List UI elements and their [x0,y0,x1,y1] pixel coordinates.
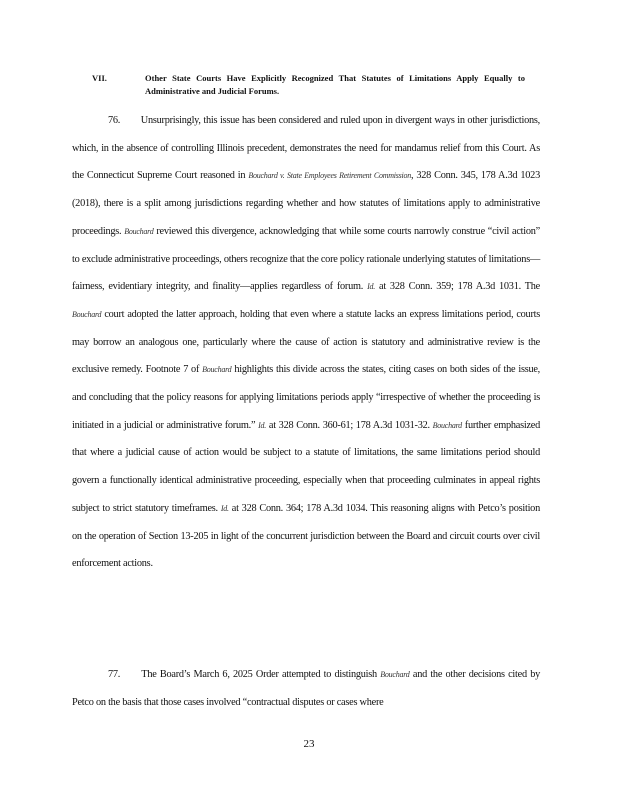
paragraph-text: highlights this divide across the states, citing cases on both sides of the issue, and concluding that the policy reasons for applying limitations periods apply “irrespective of whether the proceeding is initiated in a judicial or administrative forum.” [72,364,541,431]
paragraph-text: Unsurprisingly, this issue has been considered and ruled upon in divergent ways in other jurisdictions, which, in the absence of controlling Illinois precedent, demonstrates the need for mandamus relief from this Court. As the Connecticut Supreme Court reasoned in [72,115,540,182]
case-citation: Bouchard [432,420,462,430]
paragraph-number: 77. [108,669,121,680]
id-citation: Id. [220,503,229,513]
case-citation: Bouchard [202,365,232,375]
paragraph-text: , 328 Conn. 345, 178 A.3d 1023 (2018), there is a split among jurisdictions regarding whether and how statutes of limitations apply to administrative proceedings. [72,170,540,237]
paragraph-text: at 328 Conn. 359; 178 A.3d 1031. The [379,281,540,293]
id-citation: Id. [258,420,267,430]
paragraph-text: court adopted the latter approach, holding that even where a statute lacks an express limitations period, courts may borrow an analogous one, particularly where the cause of action is statutory and administrative review is the exclusive remedy. Footnote 7 of [72,308,540,376]
case-citation: Bouchard [124,226,154,236]
paragraph-text: at 328 Conn. 364; 178 A.3d 1034. This reasoning aligns with Petco’s position on the operation of Section 13-205 in light of the concurrent jurisdiction between the Board and circuit courts over civil enforcement actions. [72,502,540,570]
section-title: Other State Courts Have Explicitly Recognized That Statutes of Limitations Apply Equally to Administrative and Judicial Forums. [145,73,525,96]
case-citation: Bouchard [72,309,102,319]
case-citation: Bouchard [380,670,410,679]
paragraph-text: further emphasized that where a judicial cause of action would be subject to a statute of limitations, the same limitations period should govern a functionally identical administrative proceeding, especially when that proceeding culminates in appeal rights subject to strict statutory timeframes. [72,419,540,514]
id-citation: Id. [367,282,375,292]
case-citation: Bouchard v. State Employees Retirement Commission [248,171,411,181]
paragraph-text: reviewed this divergence, acknowledging that while some courts narrowly construe “civil action” to exclude administrative proceedings, others recognize that the core policy rationale underlying statutes of limitations—fairness, evidentiary integrity, and finality—applies regardless of forum. [72,225,541,293]
section-number: VII. [92,73,107,83]
paragraph-text: at 328 Conn. 360-61; 178 A.3d 1031-32. [268,419,430,431]
paragraph-76 [72,107,540,578]
paragraph-number: 76. [108,115,121,126]
paragraph-text: and the other decisions cited by Petco on the basis that those cases involved “contractual disputes or cases where [72,669,540,708]
paragraph-text: The Board’s March 6, 2025 Order attempted to distinguish [141,669,377,680]
paragraph-77 [72,661,540,716]
page-number: 23 [303,738,315,750]
